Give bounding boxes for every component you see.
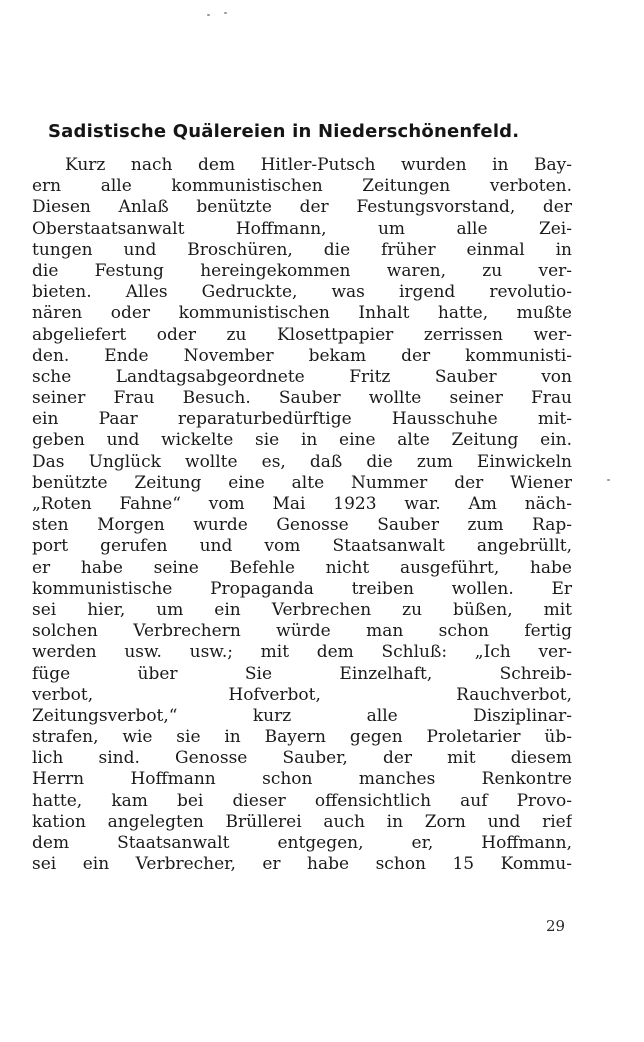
text-line: hatte, kam bei dieser offensichtlich auf Provo- [32,790,572,811]
body-text [32,155,572,875]
text-line: bieten. Alles Gedruckte, was irgend revolutio- [32,282,572,303]
text-line: tungen und Broschüren, die früher einmal in [32,239,572,260]
text-line: Zeitungsverbot,“ kurz alle Disziplinar- [32,705,572,726]
text-line: solchen Verbrechern würde man schon fertig [32,621,572,642]
text-line: füge über Sie Einzelhaft, Schreib- [32,663,572,684]
text-line: Kurz nach dem Hitler-Putsch wurden in Bay- [65,155,572,175]
print-speck [224,12,227,14]
text-line: Das Unglück wollte es, daß die zum Einwickeln [32,451,572,472]
text-line: strafen, wie sie in Bayern gegen Proletarier üb- [32,727,572,748]
text-line: sei ein Verbrecher, er habe schon 15 Kommu- [32,854,572,875]
text-line: Oberstaatsanwalt Hoffmann, um alle Zei- [32,218,572,239]
text-line: den. Ende November bekam der kommunisti- [32,345,572,366]
text-line: „Roten Fahne“ vom Mai 1923 war. Am näch- [32,494,572,514]
text-line: seiner Frau Besuch. Sauber wollte seiner Frau [32,388,572,409]
text-line: ern alle kommunistischen Zeitungen verboten. [32,176,572,197]
text-line: werden usw. usw.; mit dem Schluß: „Ich ver- [32,642,572,663]
text-line: nären oder kommunistischen Inhalt hatte, mußte [32,303,572,324]
text-line: verbot, Hofverbot, Rauchverbot, [32,684,572,705]
text-line: abgeliefert oder zu Klosettpapier zerrissen wer- [32,324,572,345]
text-line: die Festung hereingekommen waren, zu ver- [32,260,572,281]
text-line: Herrn Hoffmann schon manches Renkontre [32,769,572,790]
text-line: ein Paar reparaturbedürftige Hausschuhe mit- [32,409,572,430]
section-heading: Sadistische Quälereien in Niederschönenfeld. [48,121,520,142]
text-line: kommunistische Propaganda treiben wollen. Er [32,578,572,599]
page-number: 29 [546,917,566,935]
text-line: benützte Zeitung eine alte Nummer der Wiener [32,472,572,493]
text-line: port gerufen und vom Staatsanwalt angebrüllt, [32,536,572,557]
print-speck [607,479,610,481]
text-line: er habe seine Befehle nicht ausgeführt, habe [32,557,572,578]
print-speck [207,14,210,16]
text-line: kation angelegten Brüllerei auch in Zorn und rief [32,811,572,832]
text-line: Diesen Anlaß benützte der Festungsvorstand, der [32,197,572,218]
text-line: geben und wickelte sie in eine alte Zeitung ein. [32,430,572,451]
text-line: sten Morgen wurde Genosse Sauber zum Rap- [32,515,572,536]
text-line: sei hier, um ein Verbrechen zu büßen, mit [32,599,572,620]
text-line: lich sind. Genosse Sauber, der mit diesem [32,748,572,769]
text-line: sche Landtagsabgeordnete Fritz Sauber von [32,366,572,387]
text-line: dem Staatsanwalt entgegen, er, Hoffmann, [32,833,572,853]
